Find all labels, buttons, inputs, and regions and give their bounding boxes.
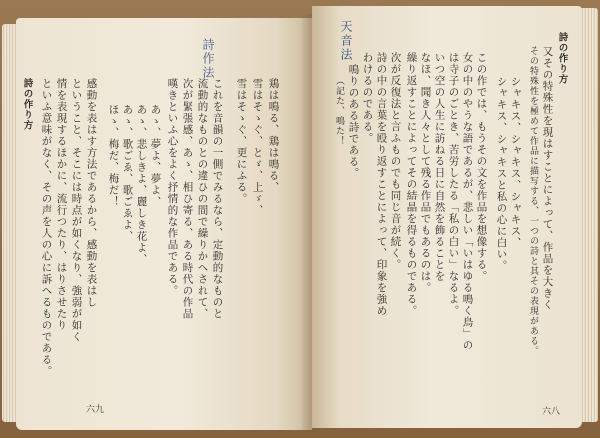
right-col-11: 次が反復法と言ふものでも同じ音が続く。 <box>389 52 402 271</box>
left-col-9: あゝ、悲しきよ、麗しき花よ、 <box>135 104 148 265</box>
right-col-2: その特殊性を極めて作品に描写する、一つの詩と其その表現がある。 <box>528 46 538 356</box>
left-col-6: 次が緊張感、あゝ、相ひ寄る、ある時代の作品 <box>181 78 194 320</box>
right-col-12: 詩の中の言葉を殴り返すことによって、印象を強め <box>375 52 388 317</box>
right-col-1: 又その特殊性を現はすことによって、作品を大きく <box>541 46 554 311</box>
right-col-10: 繰り返すことによってその結晶を得るものである。 <box>405 52 418 317</box>
right-page <box>312 6 582 428</box>
left-col-4: これを音韻の一側でみるなら、定動的なものと <box>211 78 224 320</box>
left-col-1: 鶏は鳴る、鶏は鳴る、 <box>267 78 280 193</box>
right-running-head: 詩の作り方 <box>556 32 568 85</box>
left-folio: 六九 <box>86 405 105 415</box>
right-col-9: なほ、聞き人々として残る作品でもあるのは。 <box>419 52 432 294</box>
left-col-3: 雪はそゝぐ、更にふる。 <box>235 78 248 205</box>
left-col-7: 嘆きといふ心をよく抒情的な作品である。 <box>166 78 179 297</box>
right-col-6: 女の中のやうな語であるが、悲しい「いはゆる鳴く鳥」の <box>461 52 474 351</box>
left-col-11: ほゝ、梅だ、梅だ！ <box>107 104 120 208</box>
right-col-7: は寺子のごとき、苦労したる「私の白い」なるよ。 <box>447 52 460 317</box>
left-running-head: 詩の作り方 <box>21 78 33 131</box>
right-col-4: シャキス、シャキスと私の心に白い。 <box>495 76 508 272</box>
left-col-13: ということ、そこには時点が如くなり、強弱が如く <box>70 78 83 343</box>
right-folio: 六八 <box>542 407 561 417</box>
left-col-15: といふ意味がなく、その声を人の心に訴へるものである。 <box>40 78 53 377</box>
right-col-3: シャキス、シャキス、シャキス、 <box>509 76 522 249</box>
left-col-10: あゝ、歌ごゑ、歌ごゑよ、 <box>121 104 134 242</box>
right-col-5: この作では、もうその文を作品を想像する。 <box>475 52 488 282</box>
left-stamp: 詩作法 <box>201 38 215 80</box>
left-col-5: 流動的なものとの違ひの間で繰りかへされて、 <box>196 78 209 320</box>
left-col-8: あゝ、夢よ、夢よ、 <box>149 104 162 208</box>
left-col-14: 情を表現するほかに、流行つたり、はりさせたり <box>55 78 68 331</box>
right-col-13: わけるのである。 <box>361 52 374 144</box>
left-page <box>16 18 312 430</box>
left-col-2: 雪はそゝぐ、とゞ、上ゞ、 <box>251 78 264 216</box>
left-col-12: 感動を表はす方法であるから、感動を表はし <box>85 78 98 308</box>
right-col-14: 鳴りのある詩である。 <box>347 64 360 179</box>
right-col-15: （記た、鳴た！ <box>334 76 344 146</box>
right-stamp: 天音法 <box>339 20 353 62</box>
right-col-8: いつ空の人生に訪ねる日に自然を飾ることを <box>433 52 446 282</box>
